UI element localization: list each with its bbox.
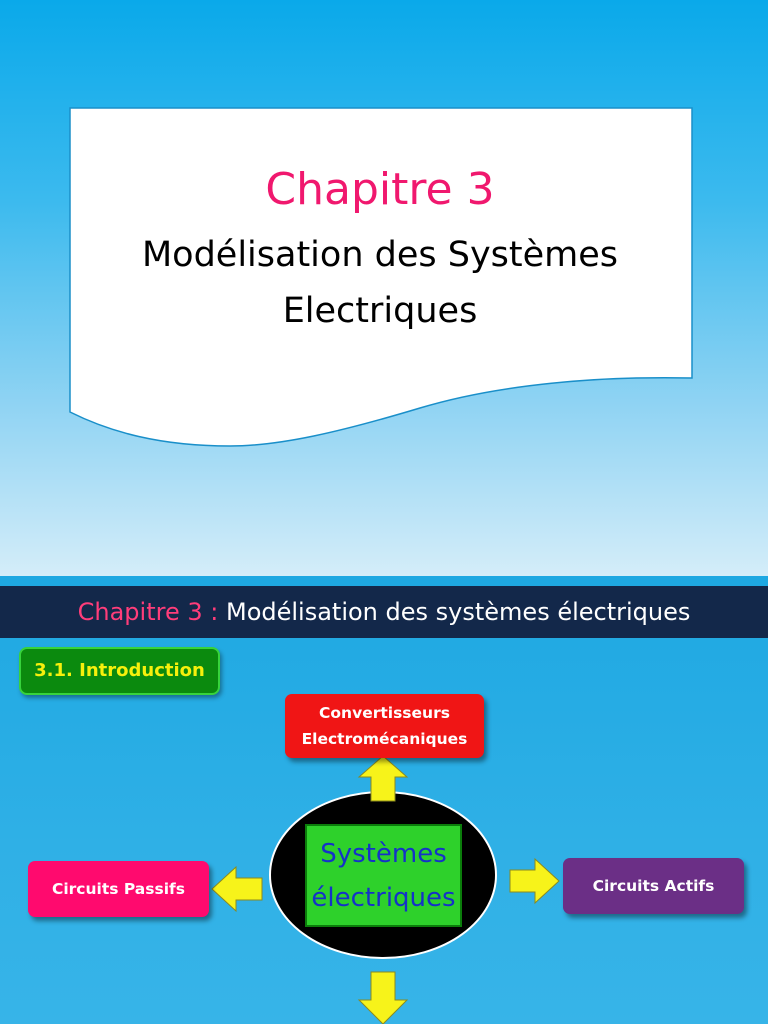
diagram-shapes — [0, 576, 768, 1024]
arrow-left-icon — [212, 867, 262, 911]
title-block — [70, 155, 690, 339]
electrical-systems-box — [305, 824, 462, 927]
section-badge: 3.1. Introduction — [19, 647, 220, 695]
header-title: Modélisation des systèmes électriques — [225, 598, 691, 626]
passive-circuits-box: Circuits Passifs — [28, 861, 209, 917]
subtitle-line-1: Modélisation des Systèmes — [141, 235, 619, 275]
converters-line-1: Convertisseurs — [319, 704, 450, 722]
chapter-title: Chapitre 3 — [265, 164, 495, 215]
arrow-down-icon — [359, 972, 407, 1024]
converters-box — [285, 694, 484, 758]
converters-line-2: Electromécaniques — [301, 730, 468, 748]
active-circuits-box: Circuits Actifs — [563, 858, 744, 914]
chapter-subtitle — [70, 227, 690, 339]
content-slide — [0, 576, 768, 1024]
center-line-1: Systèmes — [320, 839, 447, 869]
center-line-2: électriques — [311, 883, 456, 913]
subtitle-line-2: Electriques — [282, 291, 478, 331]
arrow-right-icon — [510, 859, 559, 903]
header-chapter-label: Chapitre 3 : — [77, 598, 219, 626]
